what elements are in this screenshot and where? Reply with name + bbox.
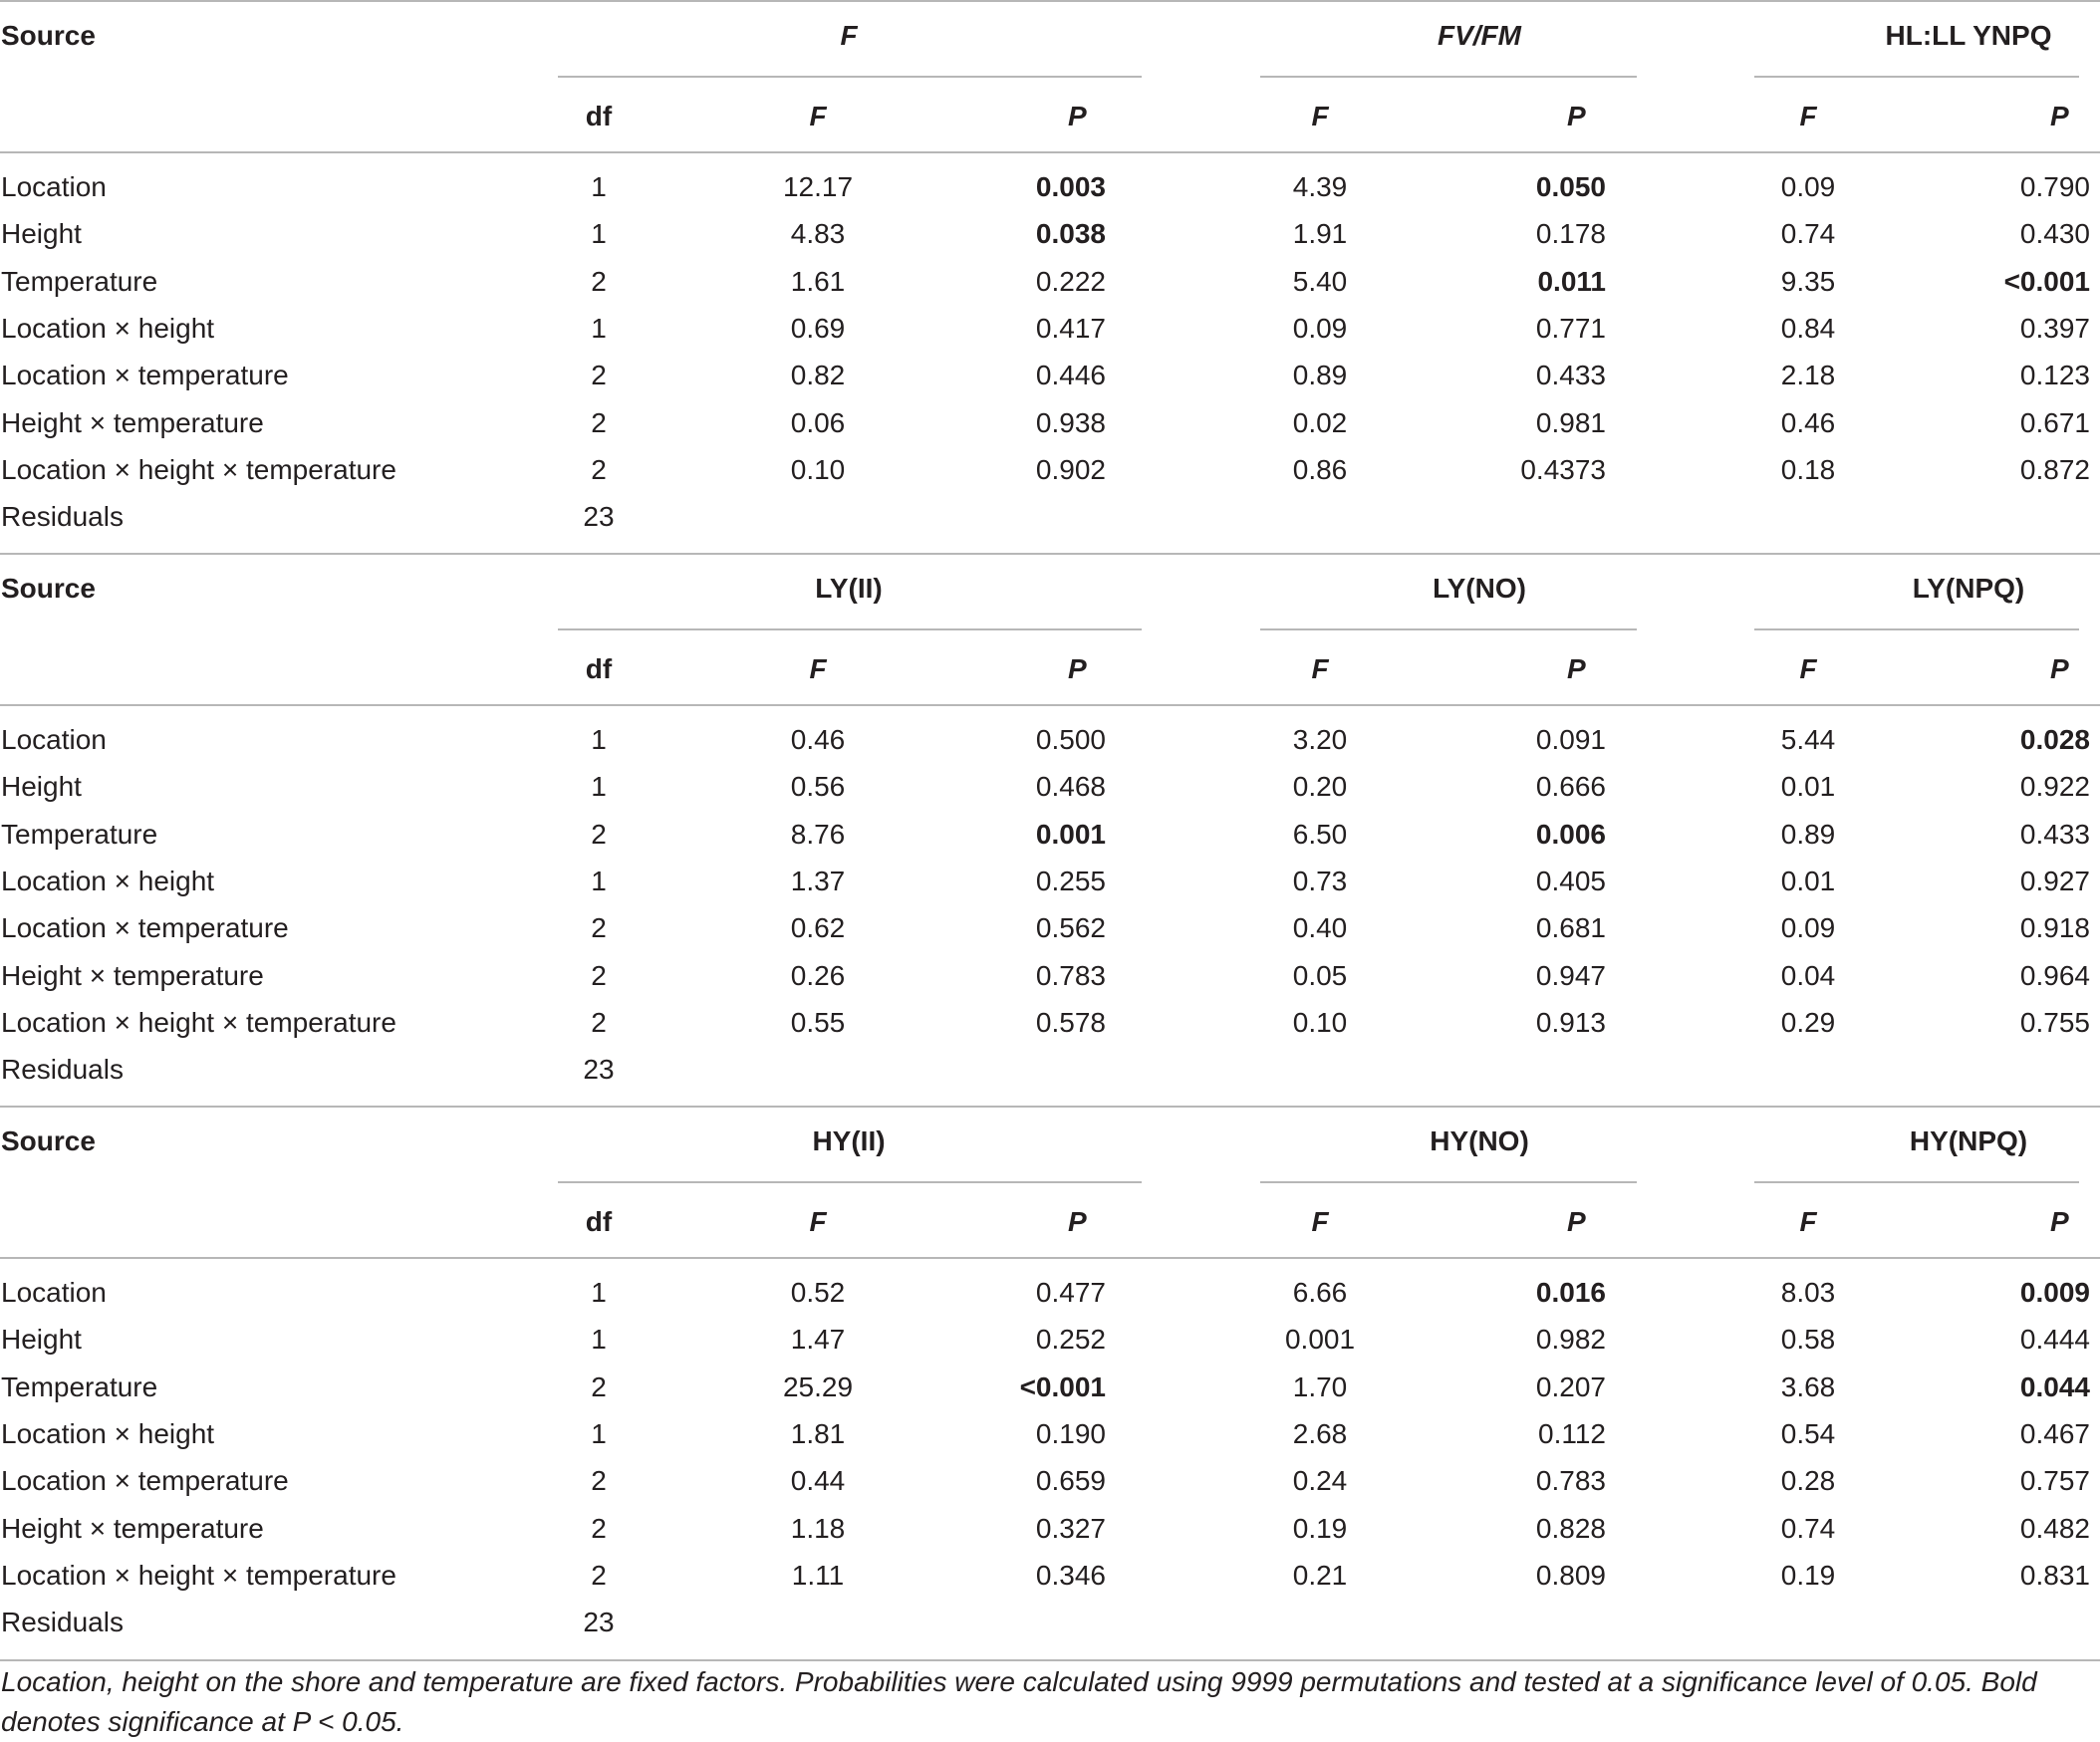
f-value: 12.17 — [782, 171, 854, 202]
f-value: 25.29 — [782, 1371, 854, 1402]
f-value: 0.04 — [1780, 960, 1836, 991]
p-value: 0.207 — [1535, 1371, 1606, 1402]
f-value: 0.10 — [790, 454, 846, 485]
p-header: P — [1567, 101, 1586, 131]
p-value: 0.178 — [1535, 218, 1606, 249]
f-value: 0.01 — [1780, 771, 1836, 802]
df-value: 2 — [591, 1465, 607, 1496]
p-value-significant: 0.003 — [1035, 171, 1106, 202]
row-label: Location × height × temperature — [1, 454, 396, 485]
df-value: 1 — [591, 724, 607, 755]
p-value: 0.831 — [2019, 1560, 2090, 1591]
f-value: 0.44 — [790, 1465, 846, 1496]
group-underline — [1260, 76, 1637, 78]
p-value: 0.771 — [1535, 313, 1606, 344]
p-value: 0.666 — [1535, 771, 1606, 802]
p-value: 0.578 — [1035, 1007, 1106, 1038]
f-value: 0.24 — [1292, 1465, 1348, 1496]
group-header: HL:LL YNPQ — [1885, 20, 2052, 51]
f-value: 0.54 — [1780, 1418, 1836, 1449]
df-value: 1 — [591, 313, 607, 344]
group-header: FV/FM — [1438, 20, 1521, 51]
f-value: 0.09 — [1292, 313, 1348, 344]
header-rule — [0, 1257, 2100, 1259]
row-label: Location — [1, 724, 107, 755]
row-label: Height × temperature — [1, 960, 264, 991]
group-header: LY(II) — [815, 573, 883, 604]
p-value-significant: 0.009 — [2019, 1277, 2090, 1308]
group-underline — [1754, 628, 2079, 630]
p-value: 0.790 — [2019, 171, 2090, 202]
row-label: Temperature — [1, 1371, 158, 1402]
f-value: 8.76 — [790, 819, 846, 850]
f-value: 1.47 — [790, 1324, 846, 1355]
table-bottom-rule — [0, 1659, 2100, 1661]
group-header: LY(NPQ) — [1912, 573, 2025, 604]
p-value: 0.444 — [2019, 1324, 2090, 1355]
f-value: 0.10 — [1292, 1007, 1348, 1038]
p-value: 0.190 — [1035, 1418, 1106, 1449]
f-value: 4.39 — [1292, 171, 1348, 202]
df-value: 2 — [591, 454, 607, 485]
f-value: 1.61 — [790, 266, 846, 297]
f-value: 0.40 — [1292, 912, 1348, 943]
p-value: 0.872 — [2019, 454, 2090, 485]
group-underline — [1754, 1181, 2079, 1183]
p-value: 0.446 — [1035, 360, 1106, 390]
residuals-df: 23 — [583, 501, 615, 532]
p-value: 0.091 — [1535, 724, 1606, 755]
source-header: Source — [1, 573, 96, 604]
f-header: F — [809, 653, 827, 684]
p-value: 0.430 — [2019, 218, 2090, 249]
group-header: HY(NPQ) — [1909, 1125, 2028, 1156]
p-value: 0.681 — [1535, 912, 1606, 943]
df-value: 2 — [591, 960, 607, 991]
row-label: Location × height — [1, 1418, 215, 1449]
p-value: 0.922 — [2019, 771, 2090, 802]
p-header: P — [2050, 101, 2069, 131]
row-label: Location × height × temperature — [1, 1560, 396, 1591]
group-underline — [558, 76, 1142, 78]
f-value: 0.02 — [1292, 407, 1348, 438]
p-value: 0.755 — [2019, 1007, 2090, 1038]
group-header: F — [840, 20, 858, 51]
df-header: df — [585, 101, 613, 131]
p-value: 0.346 — [1035, 1560, 1106, 1591]
f-header: F — [1799, 101, 1817, 131]
f-value: 2.18 — [1780, 360, 1836, 390]
f-value: 0.86 — [1292, 454, 1348, 485]
row-label: Location × temperature — [1, 1465, 289, 1496]
f-value: 2.68 — [1292, 1418, 1348, 1449]
p-value: 0.783 — [1535, 1465, 1606, 1496]
f-value: 6.66 — [1292, 1277, 1348, 1308]
row-label: Height — [1, 771, 82, 802]
f-value: 0.89 — [1292, 360, 1348, 390]
row-label: Height × temperature — [1, 1513, 264, 1544]
f-header: F — [809, 1206, 827, 1237]
p-value: 0.405 — [1535, 866, 1606, 896]
f-value: 1.81 — [790, 1418, 846, 1449]
group-header: HY(NO) — [1430, 1125, 1529, 1156]
f-value: 8.03 — [1780, 1277, 1836, 1308]
row-label: Temperature — [1, 266, 158, 297]
residuals-label: Residuals — [1, 1054, 124, 1085]
table-top-rule — [0, 0, 2100, 2]
residuals-label: Residuals — [1, 1607, 124, 1637]
df-value: 1 — [591, 1277, 607, 1308]
p-value: 0.397 — [2019, 313, 2090, 344]
f-value: 0.21 — [1292, 1560, 1348, 1591]
f-header: F — [809, 101, 827, 131]
p-value: 0.981 — [1535, 407, 1606, 438]
p-value: 0.918 — [2019, 912, 2090, 943]
f-value: 0.69 — [790, 313, 846, 344]
f-value: 0.29 — [1780, 1007, 1836, 1038]
f-value: 1.11 — [791, 1560, 845, 1591]
df-value: 1 — [591, 218, 607, 249]
df-value: 2 — [591, 407, 607, 438]
p-value-significant: <0.001 — [2003, 266, 2090, 297]
p-value: 0.4373 — [1520, 454, 1606, 485]
source-header: Source — [1, 20, 96, 51]
header-rule — [0, 704, 2100, 706]
p-value: 0.477 — [1035, 1277, 1106, 1308]
row-label: Location × height — [1, 866, 215, 896]
p-header: P — [2050, 653, 2069, 684]
p-value: 0.809 — [1535, 1560, 1606, 1591]
df-value: 2 — [591, 1007, 607, 1038]
f-value: 0.89 — [1780, 819, 1836, 850]
df-value: 1 — [591, 1324, 607, 1355]
p-value: 0.255 — [1035, 866, 1106, 896]
f-value: 0.09 — [1780, 171, 1836, 202]
df-value: 1 — [591, 171, 607, 202]
p-value: 0.964 — [2019, 960, 2090, 991]
p-value-significant: 0.038 — [1035, 218, 1106, 249]
f-value: 1.91 — [1292, 218, 1348, 249]
p-value-significant: 0.001 — [1035, 819, 1106, 850]
row-label: Location — [1, 171, 107, 202]
f-value: 0.18 — [1780, 454, 1836, 485]
f-value: 0.05 — [1292, 960, 1348, 991]
p-value: 0.927 — [2019, 866, 2090, 896]
df-value: 1 — [591, 866, 607, 896]
table-footnote: Location, height on the shore and temperature are fixed factors. Probabilities were calculated using 9999 permutations and tested at a significance level of 0.05. Bold denotes significance at P < 0.05. — [1, 1666, 2037, 1737]
p-value: 0.482 — [2019, 1513, 2090, 1544]
f-value: 6.50 — [1292, 819, 1348, 850]
p-value: 0.947 — [1535, 960, 1606, 991]
p-value: 0.938 — [1035, 407, 1106, 438]
p-header: P — [2050, 1206, 2069, 1237]
df-header: df — [585, 653, 613, 684]
p-value: 0.562 — [1035, 912, 1106, 943]
df-value: 1 — [591, 771, 607, 802]
p-value: 0.982 — [1535, 1324, 1606, 1355]
residuals-label: Residuals — [1, 501, 124, 532]
p-value: 0.252 — [1035, 1324, 1106, 1355]
p-value: 0.327 — [1035, 1513, 1106, 1544]
f-value: 3.68 — [1780, 1371, 1836, 1402]
f-header: F — [1311, 653, 1329, 684]
p-value: 0.659 — [1035, 1465, 1106, 1496]
group-underline — [1260, 1181, 1637, 1183]
f-value: 0.55 — [790, 1007, 846, 1038]
p-value: 0.417 — [1035, 313, 1106, 344]
residuals-df: 23 — [583, 1054, 615, 1085]
source-header: Source — [1, 1125, 96, 1156]
f-value: 0.58 — [1780, 1324, 1836, 1355]
f-value: 0.06 — [790, 407, 846, 438]
f-value: 0.62 — [790, 912, 846, 943]
p-value: 0.123 — [2019, 360, 2090, 390]
df-value: 2 — [591, 819, 607, 850]
p-header: P — [1068, 101, 1087, 131]
f-value: 1.18 — [790, 1513, 846, 1544]
row-label: Location × temperature — [1, 360, 289, 390]
p-header: P — [1068, 653, 1087, 684]
f-value: 5.40 — [1292, 266, 1348, 297]
p-header: P — [1068, 1206, 1087, 1237]
df-value: 2 — [591, 1560, 607, 1591]
p-value: 0.433 — [1535, 360, 1606, 390]
df-header: df — [585, 1206, 613, 1237]
row-label: Location × height × temperature — [1, 1007, 396, 1038]
group-underline — [1260, 628, 1637, 630]
f-header: F — [1311, 1206, 1329, 1237]
row-label: Location — [1, 1277, 107, 1308]
f-value: 0.01 — [1780, 866, 1836, 896]
group-header: LY(NO) — [1433, 573, 1526, 604]
p-value: 0.828 — [1535, 1513, 1606, 1544]
p-value-significant: 0.028 — [2019, 724, 2090, 755]
p-header: P — [1567, 653, 1586, 684]
df-value: 2 — [591, 360, 607, 390]
f-value: 0.74 — [1780, 1513, 1836, 1544]
row-label: Location × temperature — [1, 912, 289, 943]
f-value: 0.20 — [1292, 771, 1348, 802]
p-value-significant: 0.011 — [1537, 266, 1606, 297]
df-value: 1 — [591, 1418, 607, 1449]
f-value: 0.19 — [1780, 1560, 1836, 1591]
f-value: 3.20 — [1292, 724, 1348, 755]
p-value: 0.112 — [1538, 1418, 1606, 1449]
f-value: 0.56 — [790, 771, 846, 802]
row-label: Height × temperature — [1, 407, 264, 438]
p-value: 0.757 — [2019, 1465, 2090, 1496]
group-header: HY(II) — [812, 1125, 886, 1156]
df-value: 2 — [591, 912, 607, 943]
f-value: 0.28 — [1780, 1465, 1836, 1496]
f-value: 0.82 — [790, 360, 846, 390]
p-value: 0.467 — [2019, 1418, 2090, 1449]
f-header: F — [1799, 653, 1817, 684]
f-value: 4.83 — [790, 218, 846, 249]
p-header: P — [1567, 1206, 1586, 1237]
group-underline — [1754, 76, 2079, 78]
df-value: 2 — [591, 266, 607, 297]
f-value: 1.37 — [790, 866, 846, 896]
p-value: 0.433 — [2019, 819, 2090, 850]
df-value: 2 — [591, 1513, 607, 1544]
p-value-significant: <0.001 — [1019, 1371, 1106, 1402]
p-value-significant: 0.050 — [1535, 171, 1606, 202]
p-value: 0.500 — [1035, 724, 1106, 755]
df-value: 2 — [591, 1371, 607, 1402]
f-value: 0.74 — [1780, 218, 1836, 249]
f-value: 0.001 — [1284, 1324, 1356, 1355]
group-underline — [558, 628, 1142, 630]
f-value: 0.73 — [1292, 866, 1348, 896]
f-value: 0.09 — [1780, 912, 1836, 943]
p-value: 0.913 — [1535, 1007, 1606, 1038]
block-divider-rule — [0, 1106, 2100, 1108]
group-underline — [558, 1181, 1142, 1183]
p-value: 0.222 — [1035, 266, 1106, 297]
row-label: Temperature — [1, 819, 158, 850]
f-value: 1.70 — [1292, 1371, 1348, 1402]
f-value: 0.26 — [790, 960, 846, 991]
block-divider-rule — [0, 553, 2100, 555]
f-header: F — [1311, 101, 1329, 131]
row-label: Location × height — [1, 313, 215, 344]
p-value-significant: 0.006 — [1535, 819, 1606, 850]
p-value-significant: 0.016 — [1535, 1277, 1606, 1308]
f-value: 5.44 — [1780, 724, 1836, 755]
f-value: 0.84 — [1780, 313, 1836, 344]
f-value: 9.35 — [1780, 266, 1836, 297]
f-value: 0.52 — [790, 1277, 846, 1308]
p-value: 0.902 — [1035, 454, 1106, 485]
p-value: 0.783 — [1035, 960, 1106, 991]
f-value: 0.19 — [1292, 1513, 1348, 1544]
f-header: F — [1799, 1206, 1817, 1237]
p-value-significant: 0.044 — [2019, 1371, 2090, 1402]
f-value: 0.46 — [790, 724, 846, 755]
residuals-df: 23 — [583, 1607, 615, 1637]
row-label: Height — [1, 218, 82, 249]
f-value: 0.46 — [1780, 407, 1836, 438]
p-value: 0.468 — [1035, 771, 1106, 802]
p-value: 0.671 — [2019, 407, 2090, 438]
header-rule — [0, 151, 2100, 153]
row-label: Height — [1, 1324, 82, 1355]
